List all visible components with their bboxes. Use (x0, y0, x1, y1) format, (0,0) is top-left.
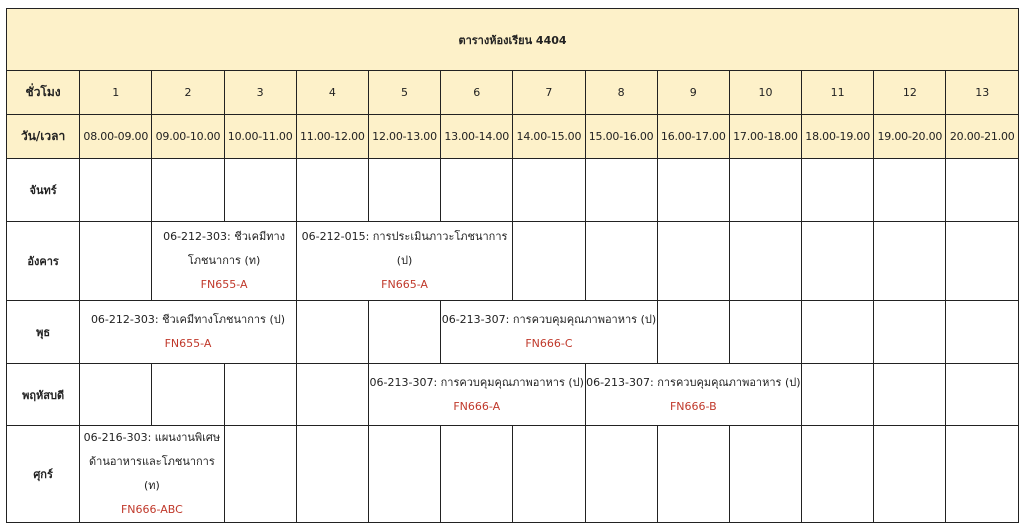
slot-cell (152, 364, 224, 426)
slot-cell (152, 159, 224, 222)
slot-cell (368, 301, 440, 364)
period-number: 4 (296, 71, 368, 115)
slot-cell (729, 222, 801, 301)
slot-cell (802, 426, 874, 523)
slot-cell (946, 364, 1019, 426)
time-range: 15.00-16.00 (585, 115, 657, 159)
time-range: 18.00-19.00 (802, 115, 874, 159)
slot-cell (657, 301, 729, 364)
slot-cell (729, 159, 801, 222)
room-code: FN665-A (381, 278, 428, 291)
course-title-cont: โภชนาการ (ท) (187, 254, 261, 267)
period-header-row (7, 71, 1019, 115)
time-range: 11.00-12.00 (296, 115, 368, 159)
slot-cell (946, 301, 1019, 364)
course-title-cont: (ป) (396, 254, 413, 267)
time-range: 20.00-21.00 (946, 115, 1019, 159)
slot-cell (296, 364, 368, 426)
slot-cell (441, 426, 513, 523)
course-title: 06-216-303: แผนงานพิเศษ (83, 431, 221, 444)
slot-cell (874, 222, 946, 301)
day-row-tuesday (7, 222, 1019, 301)
time-range: 10.00-11.00 (224, 115, 296, 159)
slot-cell (802, 222, 874, 301)
slot-cell (874, 301, 946, 364)
slot-cell (224, 364, 296, 426)
class-block (585, 364, 802, 426)
page-title: ตารางห้องเรียน 4404 (7, 9, 1019, 71)
slot-cell (946, 159, 1019, 222)
slot-cell (657, 426, 729, 523)
slot-cell (802, 159, 874, 222)
day-row-wednesday (7, 301, 1019, 364)
slot-cell (729, 426, 801, 523)
period-number: 1 (80, 71, 152, 115)
time-range: 13.00-14.00 (441, 115, 513, 159)
room-code: FN666-A (453, 399, 501, 413)
slot-cell (729, 301, 801, 364)
slot-cell (224, 426, 296, 523)
slot-cell (946, 426, 1019, 523)
day-row-friday (7, 426, 1019, 523)
slot-cell (802, 364, 874, 426)
time-range: 08.00-09.00 (80, 115, 152, 159)
time-range: 09.00-10.00 (152, 115, 224, 159)
slot-cell (368, 426, 440, 523)
period-number: 9 (657, 71, 729, 115)
period-number: 6 (441, 71, 513, 115)
slot-cell (513, 426, 585, 523)
slot-cell (80, 222, 152, 301)
room-code: FN655-A (164, 337, 212, 350)
day-label-tuesday: อังคาร (7, 222, 80, 301)
slot-cell (585, 426, 657, 523)
time-range: 12.00-13.00 (368, 115, 440, 159)
day-row-thursday (7, 364, 1019, 426)
slot-cell (296, 301, 368, 364)
period-number: 11 (802, 71, 874, 115)
day-label-friday: ศุกร์ (7, 426, 80, 523)
class-block (368, 364, 585, 426)
time-range: 14.00-15.00 (513, 115, 585, 159)
timetable (6, 8, 1019, 523)
slot-cell (224, 159, 296, 222)
course-title: 06-213-307: การควบคุมคุณภาพอาหาร (ป) (441, 313, 657, 326)
time-header-row (7, 115, 1019, 159)
course-title: 06-213-307: การควบคุมคุณภาพอาหาร (ป) (586, 375, 801, 389)
slot-cell (585, 222, 657, 301)
slot-cell (513, 222, 585, 301)
slot-cell (657, 222, 729, 301)
course-title: 06-212-303: ชีวเคมีทางโภชนาการ (ป) (90, 313, 286, 326)
day-label-monday: จันทร์ (7, 159, 80, 222)
period-number: 10 (729, 71, 801, 115)
period-number: 2 (152, 71, 224, 115)
slot-cell (802, 301, 874, 364)
class-block (80, 301, 297, 364)
slot-cell (80, 364, 152, 426)
time-range: 16.00-17.00 (657, 115, 729, 159)
slot-cell (296, 159, 368, 222)
day-label-wednesday: พุธ (7, 301, 80, 364)
time-label: วัน/เวลา (7, 115, 80, 159)
slot-cell (657, 159, 729, 222)
course-title-cont: ด้านอาหารและโภชนาการ (ท) (89, 455, 215, 492)
class-block (296, 222, 513, 301)
slot-cell (874, 426, 946, 523)
period-number: 13 (946, 71, 1019, 115)
time-range: 19.00-20.00 (874, 115, 946, 159)
period-number: 7 (513, 71, 585, 115)
slot-cell (80, 159, 152, 222)
course-title: 06-212-303: ชีวเคมีทาง (163, 230, 286, 243)
course-title: 06-213-307: การควบคุมคุณภาพอาหาร (ป) (369, 375, 584, 389)
slot-cell (296, 426, 368, 523)
room-code: FN655-A (200, 278, 248, 291)
period-number: 12 (874, 71, 946, 115)
slot-cell (368, 159, 440, 222)
class-block (152, 222, 296, 301)
day-label-thursday: พฤหัสบดี (7, 364, 80, 426)
slot-cell (585, 159, 657, 222)
slot-cell (874, 364, 946, 426)
room-code: FN666-C (525, 337, 573, 350)
slot-cell (513, 159, 585, 222)
day-row-monday (7, 159, 1019, 222)
slot-cell (441, 159, 513, 222)
period-number: 3 (224, 71, 296, 115)
slot-cell (946, 222, 1019, 301)
class-block (80, 426, 224, 523)
room-code: FN666-B (669, 399, 717, 413)
period-label: ชั่วโมง (7, 71, 80, 115)
course-title: 06-212-015: การประเมินภาวะโภชนาการ (301, 230, 508, 243)
room-code: FN666-ABC (120, 503, 183, 516)
period-number: 5 (368, 71, 440, 115)
slot-cell (874, 159, 946, 222)
class-block (441, 301, 658, 364)
period-number: 8 (585, 71, 657, 115)
time-range: 17.00-18.00 (729, 115, 801, 159)
